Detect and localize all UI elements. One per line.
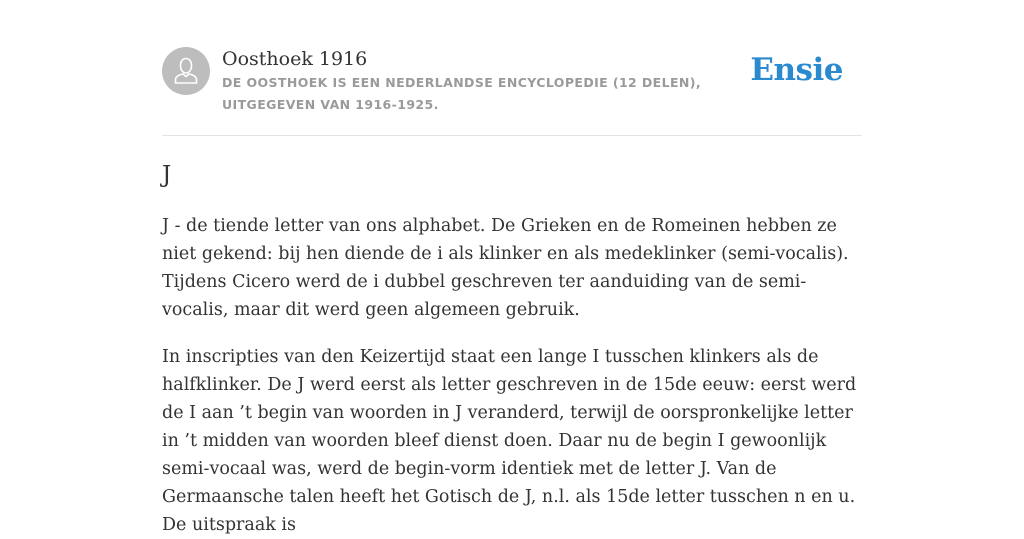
- source-description: DE OOSTHOEK IS EEN NEDERLANDSE ENCYCLOPEDIE (12 DELEN), UITGEGEVEN VAN 1916-1925.: [222, 75, 702, 112]
- article: [162, 160, 862, 539]
- source-header: [162, 47, 862, 136]
- source-title[interactable]: Oosthoek 1916: [222, 48, 368, 70]
- entry-title: J: [162, 162, 172, 188]
- ensie-logo-link[interactable]: Ensie: [750, 52, 843, 88]
- user-silhouette-icon: [162, 47, 210, 95]
- article-paragraph: In inscripties van den Keizertijd staat een lange I tusschen klinkers als de halfklinker. De J werd eerst als letter geschreven in de 15de eeuw: eerst werd de I aan ’t begin van woorden in J veranderd, terwijl de oorspronkelijke letter in ’t midden van woorden bleef dienst doen. Daar nu de begin I gewoonlijk semi-vocaal was, werd de begin-vorm identiek met de letter J. Van de Germaansche talen heeft het Gotisch de J, n.l. als 15de letter tusschen n en u. De uitspraak is: [162, 347, 857, 535]
- source-avatar[interactable]: [162, 47, 210, 95]
- article-paragraph: J - de tiende letter van ons alphabet. De Grieken en de Romeinen hebben ze niet gekend: bij hen diende de i als klinker en als medeklinker (semi-vocalis). Tijdens Cicero werd de i dubbel geschreven ter aanduiding van de semi-vocalis, maar dit werd geen algemeen gebruik.: [162, 216, 849, 320]
